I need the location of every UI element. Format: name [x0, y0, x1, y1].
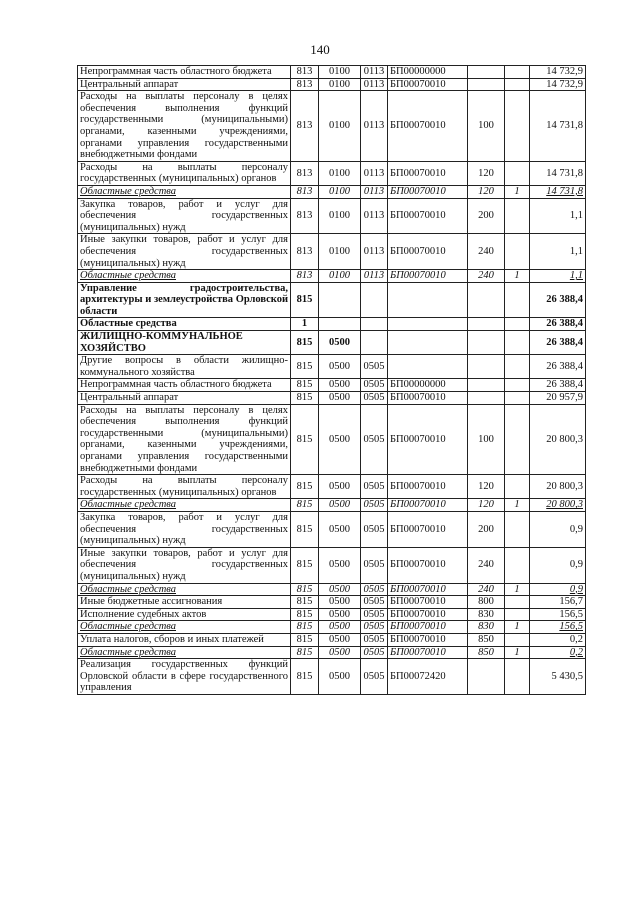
row-subsection-code	[361, 282, 388, 318]
row-admin-code: 813	[291, 185, 319, 198]
row-admin-code: 813	[291, 91, 319, 162]
row-expense-type	[468, 282, 505, 318]
table-row	[78, 270, 586, 283]
row-funding-source	[505, 596, 530, 609]
row-amount: 0,9	[530, 583, 586, 596]
row-subsection-code: 0113	[361, 185, 388, 198]
table-row	[78, 475, 586, 499]
budget-table-body	[78, 66, 586, 695]
row-target-article: БП00070010	[388, 646, 468, 659]
row-expense-type: 100	[468, 404, 505, 475]
row-amount: 14 732,9	[530, 66, 586, 79]
row-name: Другие вопросы в области жилищно-коммунального хозяйства	[78, 355, 291, 379]
row-amount: 26 388,4	[530, 282, 586, 318]
row-name: Областные средства	[78, 499, 291, 512]
row-subsection-code: 0505	[361, 404, 388, 475]
table-row	[78, 392, 586, 405]
row-admin-code: 815	[291, 379, 319, 392]
row-subsection-code: 0505	[361, 547, 388, 583]
row-section-code: 0100	[319, 234, 361, 270]
table-row	[78, 511, 586, 547]
row-amount: 1,1	[530, 270, 586, 283]
table-row	[78, 185, 586, 198]
row-name: Областные средства	[78, 318, 291, 331]
row-expense-type	[468, 331, 505, 355]
row-target-article: БП00070010	[388, 404, 468, 475]
row-name: Областные средства	[78, 583, 291, 596]
row-funding-source	[505, 392, 530, 405]
row-admin-code: 815	[291, 633, 319, 646]
row-amount: 0,9	[530, 547, 586, 583]
row-target-article: БП00070010	[388, 608, 468, 621]
row-target-article: БП00070010	[388, 596, 468, 609]
row-amount: 156,7	[530, 596, 586, 609]
row-amount: 14 732,9	[530, 78, 586, 91]
row-section-code: 0500	[319, 475, 361, 499]
row-amount: 26 388,4	[530, 379, 586, 392]
row-target-article: БП00070010	[388, 511, 468, 547]
row-funding-source	[505, 66, 530, 79]
table-row	[78, 621, 586, 634]
row-admin-code: 815	[291, 475, 319, 499]
row-funding-source	[505, 91, 530, 162]
row-subsection-code: 0505	[361, 646, 388, 659]
row-name: Областные средства	[78, 185, 291, 198]
row-admin-code: 815	[291, 583, 319, 596]
row-admin-code: 813	[291, 270, 319, 283]
row-section-code: 0500	[319, 633, 361, 646]
table-row	[78, 404, 586, 475]
row-name: Реализация государственных функций Орловской области в сфере государственного управления	[78, 659, 291, 695]
row-amount: 1,1	[530, 198, 586, 234]
row-name: Расходы на выплаты персоналу в целях обеспечения выполнения функций государственными (муниципальными) органами, казенными учреждениями, органами управления государственными внебюджетными фондами	[78, 404, 291, 475]
table-row	[78, 318, 586, 331]
row-name: Расходы на выплаты персоналу государственных (муниципальных) органов	[78, 475, 291, 499]
row-admin-code: 813	[291, 161, 319, 185]
row-section-code: 0100	[319, 270, 361, 283]
row-subsection-code: 0505	[361, 511, 388, 547]
row-name: Непрограммная часть областного бюджета	[78, 379, 291, 392]
row-expense-type: 120	[468, 475, 505, 499]
row-admin-code: 815	[291, 355, 319, 379]
row-funding-source	[505, 511, 530, 547]
table-row	[78, 646, 586, 659]
row-subsection-code: 0505	[361, 583, 388, 596]
table-row	[78, 331, 586, 355]
row-subsection-code: 0113	[361, 78, 388, 91]
row-expense-type: 240	[468, 583, 505, 596]
row-funding-source	[505, 379, 530, 392]
row-target-article: БП00070010	[388, 547, 468, 583]
row-funding-source	[505, 475, 530, 499]
row-amount: 0,2	[530, 646, 586, 659]
row-section-code: 0500	[319, 355, 361, 379]
row-funding-source	[505, 404, 530, 475]
row-section-code: 0100	[319, 185, 361, 198]
row-amount: 20 957,9	[530, 392, 586, 405]
row-expense-type: 200	[468, 198, 505, 234]
table-row	[78, 66, 586, 79]
row-expense-type	[468, 392, 505, 405]
row-expense-type: 800	[468, 596, 505, 609]
row-name: Непрограммная часть областного бюджета	[78, 66, 291, 79]
row-section-code: 0100	[319, 198, 361, 234]
table-row	[78, 596, 586, 609]
row-expense-type: 100	[468, 91, 505, 162]
row-expense-type: 850	[468, 633, 505, 646]
row-section-code: 0500	[319, 511, 361, 547]
row-amount: 0,2	[530, 633, 586, 646]
row-section-code: 0500	[319, 547, 361, 583]
row-subsection-code: 0113	[361, 234, 388, 270]
row-name: Закупка товаров, работ и услуг для обеспечения государственных (муниципальных) нужд	[78, 511, 291, 547]
row-subsection-code	[361, 318, 388, 331]
row-target-article	[388, 282, 468, 318]
row-funding-source	[505, 355, 530, 379]
table-row	[78, 234, 586, 270]
row-admin-code: 815	[291, 547, 319, 583]
row-admin-code: 815	[291, 646, 319, 659]
row-admin-code: 813	[291, 78, 319, 91]
row-section-code: 0100	[319, 91, 361, 162]
row-funding-source	[505, 608, 530, 621]
row-admin-code: 1	[291, 318, 319, 331]
table-row	[78, 161, 586, 185]
budget-table	[77, 65, 586, 695]
row-admin-code: 815	[291, 392, 319, 405]
row-expense-type: 240	[468, 270, 505, 283]
row-name: Исполнение судебных актов	[78, 608, 291, 621]
row-amount: 156,5	[530, 621, 586, 634]
row-section-code: 0100	[319, 66, 361, 79]
table-row	[78, 547, 586, 583]
row-funding-source	[505, 78, 530, 91]
row-amount: 14 731,8	[530, 185, 586, 198]
row-section-code: 0500	[319, 404, 361, 475]
row-target-article: БП00070010	[388, 78, 468, 91]
row-name: Иные закупки товаров, работ и услуг для обеспечения государственных (муниципальных) нужд	[78, 547, 291, 583]
row-admin-code: 813	[291, 66, 319, 79]
row-expense-type: 240	[468, 547, 505, 583]
row-subsection-code: 0505	[361, 608, 388, 621]
row-funding-source	[505, 198, 530, 234]
row-section-code	[319, 282, 361, 318]
row-admin-code: 815	[291, 659, 319, 695]
row-expense-type: 830	[468, 608, 505, 621]
row-section-code: 0500	[319, 646, 361, 659]
row-expense-type	[468, 78, 505, 91]
row-funding-source: 1	[505, 646, 530, 659]
row-target-article	[388, 331, 468, 355]
row-expense-type: 120	[468, 161, 505, 185]
row-admin-code: 813	[291, 234, 319, 270]
row-funding-source	[505, 659, 530, 695]
row-amount: 14 731,8	[530, 91, 586, 162]
row-admin-code: 815	[291, 404, 319, 475]
row-name: Центральный аппарат	[78, 78, 291, 91]
row-name: Расходы на выплаты персоналу в целях обеспечения выполнения функций государственными (муниципальными) органами, казенными учреждениями, органами управления государственными внебюджетными фондами	[78, 91, 291, 162]
row-expense-type: 850	[468, 646, 505, 659]
row-target-article: БП00070010	[388, 499, 468, 512]
row-subsection-code: 0505	[361, 499, 388, 512]
row-amount: 20 800,3	[530, 404, 586, 475]
row-target-article	[388, 355, 468, 379]
row-subsection-code: 0505	[361, 379, 388, 392]
row-target-article: БП00070010	[388, 583, 468, 596]
table-row	[78, 78, 586, 91]
table-row	[78, 355, 586, 379]
row-expense-type: 830	[468, 621, 505, 634]
row-funding-source: 1	[505, 499, 530, 512]
row-target-article: БП00070010	[388, 270, 468, 283]
row-section-code: 0500	[319, 379, 361, 392]
row-name: Областные средства	[78, 646, 291, 659]
row-expense-type	[468, 379, 505, 392]
row-funding-source	[505, 234, 530, 270]
row-amount: 14 731,8	[530, 161, 586, 185]
row-expense-type: 200	[468, 511, 505, 547]
row-name: Иные бюджетные ассигнования	[78, 596, 291, 609]
row-subsection-code: 0505	[361, 596, 388, 609]
row-name: ЖИЛИЩНО-КОММУНАЛЬНОЕ ХОЗЯЙСТВО	[78, 331, 291, 355]
row-funding-source: 1	[505, 621, 530, 634]
row-section-code: 0500	[319, 499, 361, 512]
row-expense-type	[468, 66, 505, 79]
page-number: 140	[310, 42, 330, 57]
row-admin-code: 815	[291, 499, 319, 512]
row-expense-type	[468, 355, 505, 379]
row-section-code: 0500	[319, 331, 361, 355]
row-name: Расходы на выплаты персоналу государственных (муниципальных) органов	[78, 161, 291, 185]
row-amount: 20 800,3	[530, 475, 586, 499]
row-target-article: БП00070010	[388, 621, 468, 634]
row-section-code: 0500	[319, 392, 361, 405]
row-target-article: БП00070010	[388, 161, 468, 185]
row-expense-type: 120	[468, 185, 505, 198]
row-amount: 20 800,3	[530, 499, 586, 512]
row-target-article: БП00070010	[388, 185, 468, 198]
row-name: Областные средства	[78, 621, 291, 634]
row-subsection-code: 0505	[361, 475, 388, 499]
row-subsection-code: 0113	[361, 161, 388, 185]
table-row	[78, 282, 586, 318]
row-amount: 26 388,4	[530, 331, 586, 355]
row-subsection-code: 0113	[361, 91, 388, 162]
row-target-article: БП00070010	[388, 234, 468, 270]
row-funding-source: 1	[505, 583, 530, 596]
row-admin-code: 815	[291, 282, 319, 318]
row-name: Иные закупки товаров, работ и услуг для обеспечения государственных (муниципальных) нужд	[78, 234, 291, 270]
table-row	[78, 379, 586, 392]
row-subsection-code	[361, 331, 388, 355]
row-expense-type: 120	[468, 499, 505, 512]
row-subsection-code: 0113	[361, 198, 388, 234]
row-admin-code: 813	[291, 198, 319, 234]
row-section-code: 0500	[319, 659, 361, 695]
row-subsection-code: 0505	[361, 392, 388, 405]
row-target-article: БП00070010	[388, 475, 468, 499]
row-amount: 0,9	[530, 511, 586, 547]
row-subsection-code: 0505	[361, 633, 388, 646]
row-subsection-code: 0505	[361, 621, 388, 634]
row-amount: 156,5	[530, 608, 586, 621]
row-funding-source	[505, 282, 530, 318]
row-section-code: 0500	[319, 583, 361, 596]
row-funding-source	[505, 633, 530, 646]
table-row	[78, 608, 586, 621]
table-row	[78, 91, 586, 162]
row-target-article: БП00070010	[388, 633, 468, 646]
table-row	[78, 659, 586, 695]
row-amount: 5 430,5	[530, 659, 586, 695]
row-section-code: 0100	[319, 161, 361, 185]
row-section-code: 0100	[319, 78, 361, 91]
row-section-code: 0500	[319, 608, 361, 621]
row-funding-source: 1	[505, 185, 530, 198]
row-admin-code: 815	[291, 331, 319, 355]
row-amount: 26 388,4	[530, 355, 586, 379]
row-subsection-code: 0113	[361, 66, 388, 79]
table-row	[78, 198, 586, 234]
row-section-code: 0500	[319, 596, 361, 609]
row-subsection-code: 0505	[361, 355, 388, 379]
row-expense-type	[468, 318, 505, 331]
row-funding-source	[505, 547, 530, 583]
row-admin-code: 815	[291, 511, 319, 547]
row-target-article	[388, 318, 468, 331]
table-row	[78, 633, 586, 646]
table-row	[78, 499, 586, 512]
row-name: Управление градостроительства, архитектуры и землеустройства Орловской области	[78, 282, 291, 318]
row-expense-type	[468, 659, 505, 695]
row-target-article: БП00000000	[388, 66, 468, 79]
row-name: Областные средства	[78, 270, 291, 283]
row-target-article: БП00070010	[388, 392, 468, 405]
row-target-article: БП00070010	[388, 198, 468, 234]
row-name: Закупка товаров, работ и услуг для обеспечения государственных (муниципальных) нужд	[78, 198, 291, 234]
row-expense-type: 240	[468, 234, 505, 270]
row-funding-source	[505, 331, 530, 355]
row-admin-code: 815	[291, 596, 319, 609]
row-target-article: БП00070010	[388, 91, 468, 162]
row-funding-source: 1	[505, 270, 530, 283]
row-funding-source	[505, 318, 530, 331]
row-section-code: 0500	[319, 621, 361, 634]
row-target-article: БП00000000	[388, 379, 468, 392]
row-name: Центральный аппарат	[78, 392, 291, 405]
row-subsection-code: 0113	[361, 270, 388, 283]
row-target-article: БП00072420	[388, 659, 468, 695]
row-section-code	[319, 318, 361, 331]
row-funding-source	[505, 161, 530, 185]
row-amount: 1,1	[530, 234, 586, 270]
row-amount: 26 388,4	[530, 318, 586, 331]
row-name: Уплата налогов, сборов и иных платежей	[78, 633, 291, 646]
row-admin-code: 815	[291, 608, 319, 621]
table-row	[78, 583, 586, 596]
row-admin-code: 815	[291, 621, 319, 634]
row-subsection-code: 0505	[361, 659, 388, 695]
